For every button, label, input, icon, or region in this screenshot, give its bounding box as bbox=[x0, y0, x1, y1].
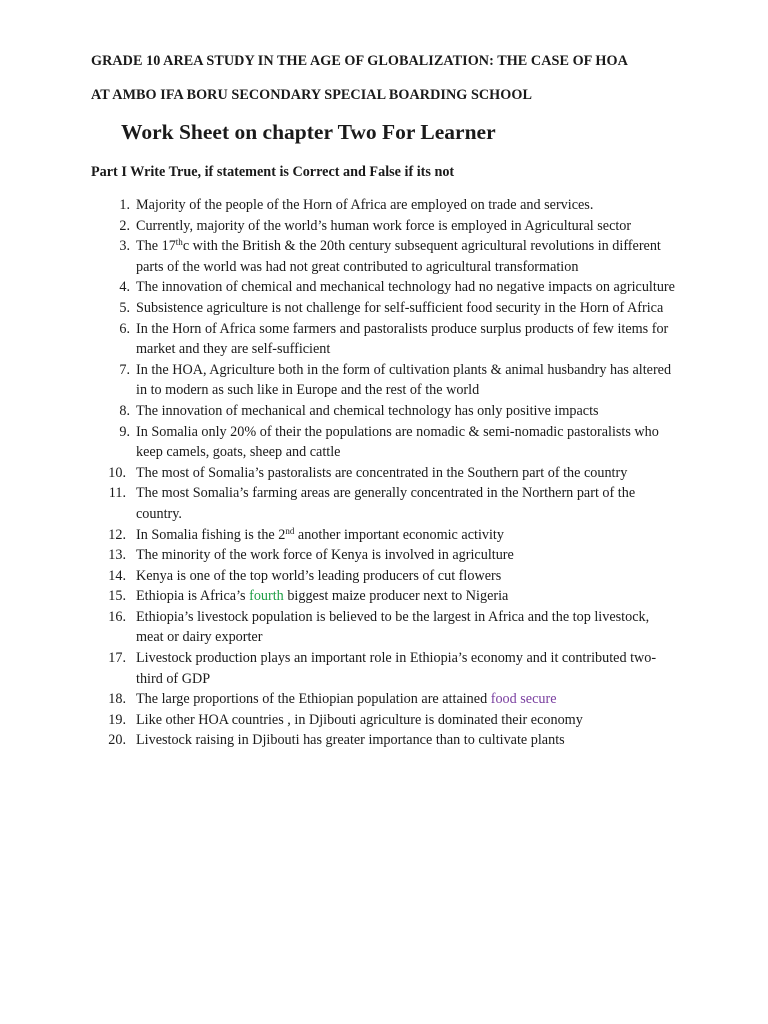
question-item bbox=[108, 319, 678, 360]
question-number: 17. bbox=[108, 650, 126, 667]
question-text: Subsistence agriculture is not challenge for self-sufficient food security in the Horn of Africa bbox=[136, 299, 664, 316]
question-text: Majority of the people of the Horn of Africa are employed on trade and services. bbox=[136, 197, 594, 213]
question-number: 12. bbox=[108, 526, 126, 543]
question-item bbox=[108, 586, 678, 607]
question-item bbox=[108, 216, 678, 237]
question-text: The minority of the work force of Kenya is involved in agriculture bbox=[136, 547, 514, 564]
question-item bbox=[108, 607, 678, 648]
question-number: 20. bbox=[108, 732, 126, 749]
question-number: 4. bbox=[119, 279, 130, 296]
question-item bbox=[108, 730, 678, 751]
question-number: 10. bbox=[108, 464, 126, 481]
question-number: 19. bbox=[108, 711, 126, 728]
question-list bbox=[108, 195, 678, 751]
question-number: 5. bbox=[119, 299, 130, 316]
question-item bbox=[108, 360, 678, 401]
question-text: The most of Somalia’s pastoralists are concentrated in the Southern part of the country bbox=[136, 464, 628, 481]
question-number: 2. bbox=[119, 217, 130, 234]
question-number: 11. bbox=[108, 485, 126, 502]
question-item bbox=[108, 463, 678, 484]
question-text: The innovation of chemical and mechanical technology had no negative impacts on agriculture bbox=[136, 279, 675, 296]
question-text-part: Ethiopia is Africa’s bbox=[136, 588, 250, 605]
question-text-part: c with the British & the 20th century subsequent agricultural revolutions in different parts of the world was had not great contributed to agricultural transformation bbox=[136, 238, 661, 275]
question-text bbox=[136, 588, 508, 604]
question-number: 16. bbox=[108, 608, 126, 625]
question-item bbox=[108, 195, 678, 216]
question-item bbox=[108, 277, 678, 298]
question-text: Like other HOA countries , in Djibouti agriculture is dominated their economy bbox=[136, 711, 583, 728]
question-item bbox=[108, 422, 678, 463]
question-text-part: another important economic activity bbox=[294, 526, 504, 543]
question-text: The innovation of mechanical and chemical technology has only positive impacts bbox=[136, 402, 599, 419]
question-text: In the HOA, Agriculture both in the form of cultivation plants & animal husbandry has altered in to modern as such like in Europe and the rest of the world bbox=[136, 361, 672, 399]
question-text: In Somalia only 20% of their the populations are nomadic & semi-nomadic pastoralists who keep camels, goats, sheep and cattle bbox=[136, 423, 659, 461]
question-item bbox=[108, 648, 678, 689]
question-number: 13. bbox=[108, 547, 126, 564]
question-text: The most Somalia’s farming areas are generally concentrated in the Northern part of the country. bbox=[136, 485, 636, 522]
question-text: Currently, majority of the world’s human work force is employed in Agricultural sector bbox=[136, 217, 632, 234]
header-line-1: GRADE 10 AREA STUDY IN THE AGE OF GLOBALIZATION: THE CASE OF HOA bbox=[91, 53, 628, 69]
question-item bbox=[108, 525, 678, 546]
question-text-part: The 17 bbox=[136, 238, 176, 255]
question-item bbox=[108, 689, 678, 710]
superscript: nd bbox=[285, 525, 295, 536]
question-text bbox=[136, 691, 557, 707]
question-text: Ethiopia’s livestock population is believed to be the largest in Africa and the top livestock, meat or dairy exporter bbox=[136, 608, 650, 646]
question-number: 15. bbox=[108, 588, 126, 605]
question-item bbox=[108, 545, 678, 566]
question-number: 14. bbox=[108, 567, 126, 584]
question-item bbox=[108, 401, 678, 422]
question-number: 6. bbox=[119, 320, 130, 337]
part-heading: Part I Write True, if statement is Correct and False if its not bbox=[91, 164, 455, 180]
superscript: th bbox=[175, 237, 183, 248]
question-text: Kenya is one of the top world’s leading producers of cut flowers bbox=[136, 567, 502, 584]
question-text-part: In Somalia fishing is the 2 bbox=[136, 526, 286, 543]
question-item bbox=[108, 298, 678, 319]
question-number: 7. bbox=[119, 361, 130, 378]
header-line-2: AT AMBO IFA BORU SECONDARY SPECIAL BOARDING SCHOOL bbox=[91, 87, 532, 103]
question-item bbox=[108, 483, 678, 524]
question-number: 18. bbox=[108, 691, 126, 708]
question-number: 8. bbox=[119, 402, 130, 419]
question-text-part: The large proportions of the Ethiopian population are attained bbox=[136, 691, 491, 708]
question-text bbox=[136, 238, 661, 275]
question-number: 1. bbox=[119, 197, 130, 213]
question-text-part: biggest maize producer next to Nigeria bbox=[283, 588, 509, 605]
question-text: In the Horn of Africa some farmers and pastoralists produce surplus products of few items for market and they are self-sufficient bbox=[136, 320, 669, 358]
question-item bbox=[108, 710, 678, 731]
question-item bbox=[108, 236, 678, 277]
question-item bbox=[108, 566, 678, 587]
question-text: Livestock raising in Djibouti has greater importance than to cultivate plants bbox=[136, 732, 565, 749]
question-number: 9. bbox=[119, 423, 130, 440]
question-text bbox=[136, 527, 504, 543]
highlighted-word: fourth bbox=[249, 588, 284, 605]
page-title: Work Sheet on chapter Two For Learner bbox=[121, 120, 496, 144]
question-number: 3. bbox=[119, 238, 130, 255]
question-text: Livestock production plays an important role in Ethiopia’s economy and it contributed two-third of GDP bbox=[136, 650, 657, 687]
highlighted-word: food secure bbox=[490, 691, 557, 708]
